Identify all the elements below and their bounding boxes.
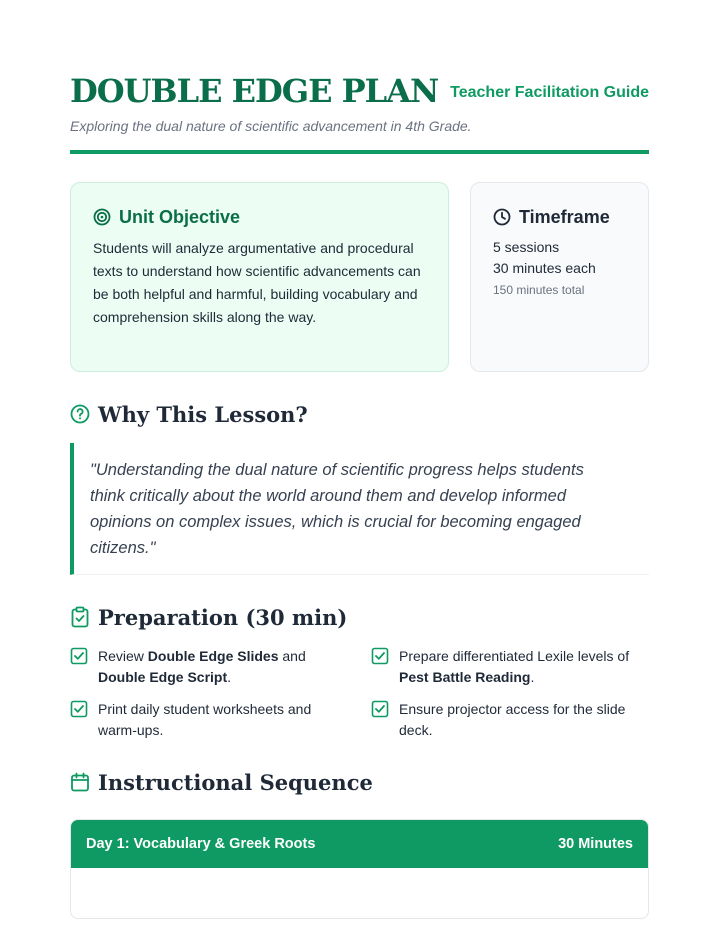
page-title: DOUBLE EDGE PLAN	[70, 72, 439, 110]
prep-item-text: Review Double Edge Slides and Double Edge Script.	[98, 648, 306, 685]
prep-item-text: Prepare differentiated Lexile levels of Pest Battle Reading.	[399, 648, 630, 685]
checkbox-checked-icon	[371, 700, 389, 741]
timeframe-per-session: 30 minutes each	[493, 260, 596, 276]
target-icon	[93, 208, 111, 226]
unit-objective-text: Students will analyze argumentative and procedural texts to understand how scientific advancements can be both helpful and harmful, building vocabulary and comprehension skills along the way.	[93, 240, 421, 325]
calendar-icon	[70, 772, 90, 792]
guide-label: Teacher Facilitation Guide	[450, 84, 649, 101]
day-title: Day 1: Vocabulary & Greek Roots	[86, 836, 316, 852]
why-heading	[70, 400, 308, 428]
prep-item	[70, 699, 340, 741]
prep-item	[70, 646, 340, 688]
prep-item	[371, 646, 649, 688]
timeframe-heading	[493, 205, 626, 229]
day-card-header	[71, 820, 648, 868]
prep-item-text: Print daily student worksheets and warm-ups.	[98, 701, 312, 738]
checkbox-checked-icon	[70, 700, 88, 741]
preparation-heading	[70, 603, 347, 631]
day-duration: 30 Minutes	[558, 836, 633, 852]
unit-objective-title: Unit Objective	[119, 206, 241, 227]
unit-objective-heading	[93, 205, 426, 229]
clipboard-check-icon	[70, 606, 90, 628]
prep-item	[371, 699, 649, 741]
why-title: Why This Lesson?	[98, 401, 308, 427]
page-subtitle: Exploring the dual nature of scientific advancement in 4th Grade.	[70, 118, 472, 134]
sequence-title: Instructional Sequence	[98, 769, 373, 795]
timeframe-sessions: 5 sessions	[493, 239, 560, 255]
header-divider	[70, 150, 649, 154]
timeframe-title: Timeframe	[519, 206, 610, 227]
question-circle-icon	[70, 404, 90, 424]
clock-icon	[493, 208, 511, 226]
page-header	[70, 72, 649, 134]
checkbox-checked-icon	[70, 647, 88, 688]
day-card	[70, 819, 649, 919]
sequence-heading	[70, 768, 373, 796]
timeframe-total: 150 minutes total	[493, 283, 585, 297]
timeframe-card	[470, 182, 649, 372]
why-quote: "Understanding the dual nature of scientific progress helps students think critically about the world around them and develop informed opinions on complex issues, which is crucial for becoming engaged citizens."	[70, 443, 649, 575]
prep-item-text: Ensure projector access for the slide deck.	[399, 701, 626, 738]
unit-objective-card	[70, 182, 449, 372]
preparation-title: Preparation (30 min)	[98, 604, 348, 630]
checkbox-checked-icon	[371, 647, 389, 688]
